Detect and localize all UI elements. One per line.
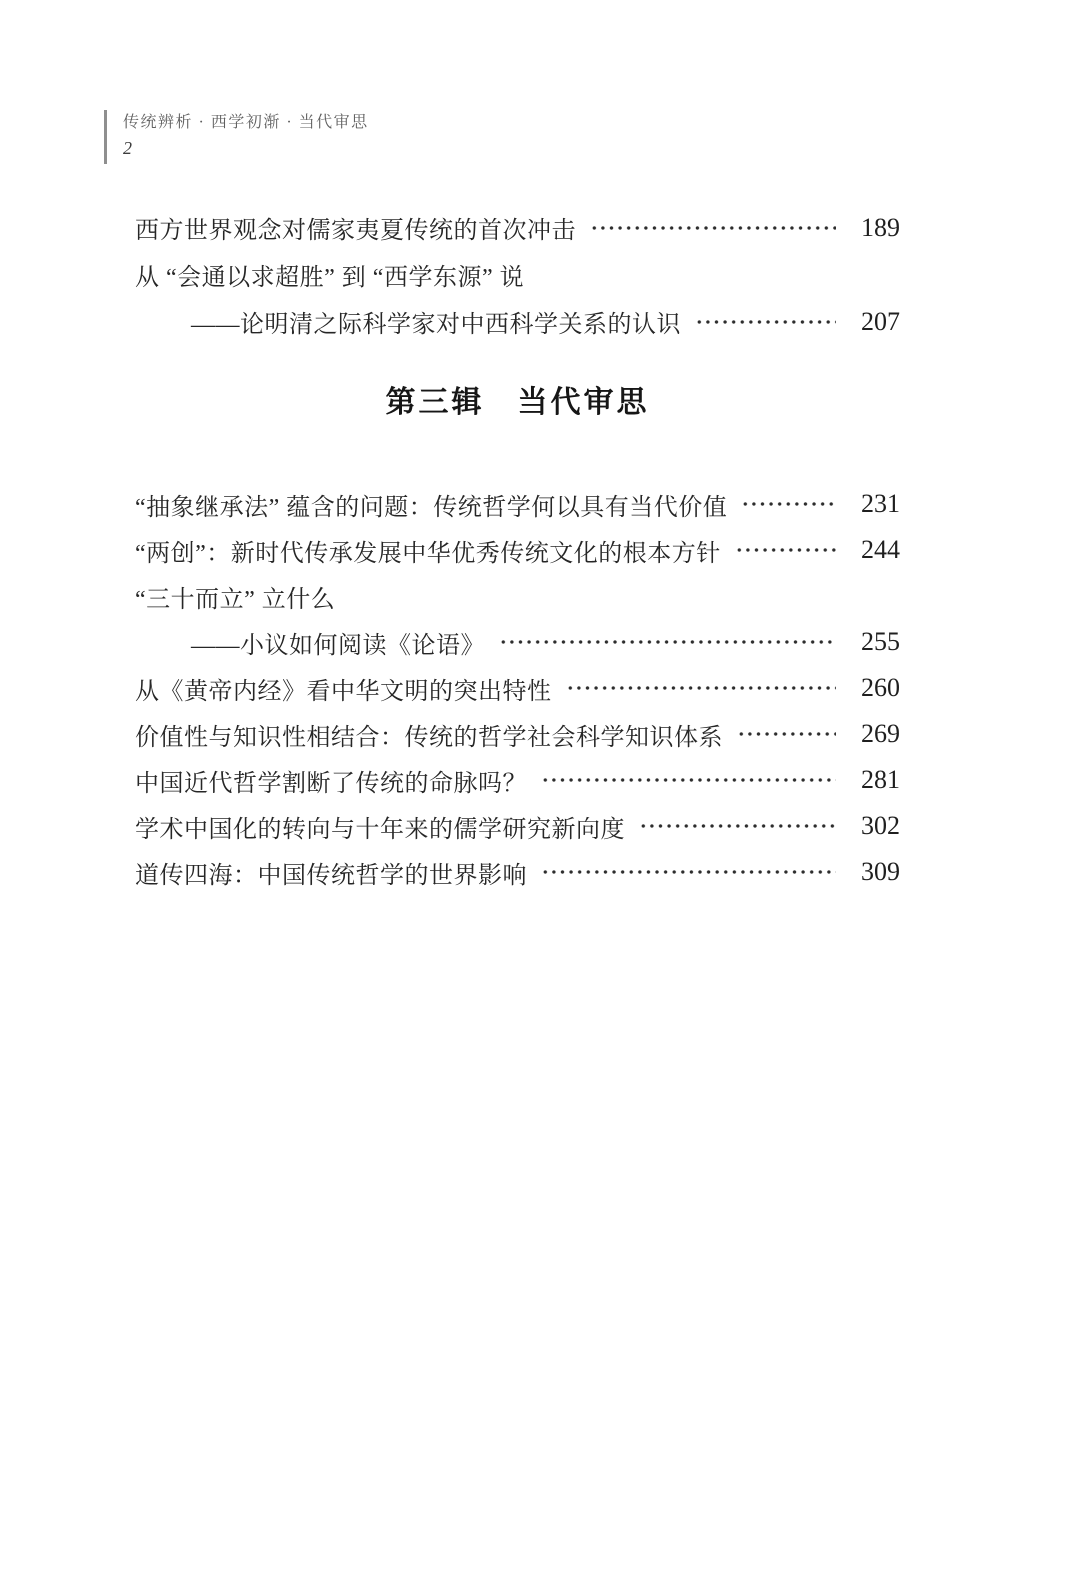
toc-list-top bbox=[135, 204, 900, 345]
toc-entry-subtitle-text: ——论明清之际科学家对中西科学关系的认识 bbox=[191, 312, 681, 338]
toc-entry bbox=[135, 757, 900, 803]
toc-entry-title: 从《黄帝内经》看中华文明的突出特性 bbox=[135, 678, 552, 705]
toc-entry-page-number: 269 bbox=[861, 719, 900, 748]
toc-entry-title: 中国近代哲学割断了传统的命脉吗？ bbox=[135, 770, 527, 797]
toc-entry-subtitle bbox=[135, 619, 900, 665]
toc-entry-page-number: 244 bbox=[861, 535, 900, 564]
toc-entry-page-number: 189 bbox=[861, 212, 900, 242]
toc-entry bbox=[135, 251, 900, 298]
toc-entry-subtitle bbox=[135, 298, 900, 345]
header-rule bbox=[104, 110, 107, 164]
dot-leader bbox=[499, 630, 836, 654]
toc-entry bbox=[135, 527, 900, 573]
running-header bbox=[104, 110, 369, 164]
toc-entry bbox=[135, 481, 900, 527]
toc-entry bbox=[135, 803, 900, 849]
toc-entry-title: 西方世界观念对儒家夷夏传统的首次冲击 bbox=[135, 218, 576, 244]
header-text bbox=[123, 110, 369, 164]
toc-entry-subtitle-text: ——小议如何阅读《论语》 bbox=[191, 632, 485, 659]
folio-page-number: 2 bbox=[123, 138, 132, 158]
toc-content bbox=[135, 204, 900, 895]
toc-entry bbox=[135, 573, 900, 619]
toc-entry-title: 道传四海：中国传统哲学的世界影响 bbox=[135, 862, 527, 889]
toc-entry-title: 从 “会通以求超胜” 到 “西学东源” 说 bbox=[135, 265, 525, 291]
toc-entry-title: “两创”：新时代传承发展中华优秀传统文化的根本方针 bbox=[135, 540, 721, 567]
dot-leader bbox=[541, 768, 836, 792]
dot-leader bbox=[541, 860, 836, 884]
section-heading: 第三辑 当代审思 bbox=[385, 386, 650, 419]
dot-leader bbox=[695, 310, 836, 334]
toc-entry-title: 学术中国化的转向与十年来的儒学研究新向度 bbox=[135, 816, 625, 843]
toc-entry-title: 价值性与知识性相结合：传统的哲学社会科学知识体系 bbox=[135, 724, 723, 751]
dot-leader bbox=[737, 722, 836, 746]
toc-entry-page-number: 255 bbox=[861, 627, 900, 656]
toc-entry-page-number: 231 bbox=[861, 489, 900, 518]
toc-list-section-3 bbox=[135, 481, 900, 895]
dot-leader bbox=[566, 676, 837, 700]
toc-entry-page-number: 281 bbox=[861, 765, 900, 794]
running-title: 传统辨析 · 西学初渐 · 当代审思 bbox=[123, 114, 369, 131]
toc-entry-title: “三十而立” 立什么 bbox=[135, 586, 336, 613]
toc-entry-page-number: 207 bbox=[861, 306, 900, 336]
dot-leader bbox=[735, 538, 836, 562]
toc-entry bbox=[135, 849, 900, 895]
dot-leader bbox=[741, 492, 836, 516]
toc-entry-page-number: 260 bbox=[861, 673, 900, 702]
dot-leader bbox=[590, 216, 836, 240]
toc-entry bbox=[135, 204, 900, 251]
toc-entry-title: “抽象继承法” 蕴含的问题：传统哲学何以具有当代价值 bbox=[135, 494, 728, 521]
toc-entry bbox=[135, 665, 900, 711]
dot-leader bbox=[639, 814, 836, 838]
toc-entry bbox=[135, 711, 900, 757]
toc-entry-page-number: 309 bbox=[861, 857, 900, 886]
toc-entry-page-number: 302 bbox=[861, 811, 900, 840]
